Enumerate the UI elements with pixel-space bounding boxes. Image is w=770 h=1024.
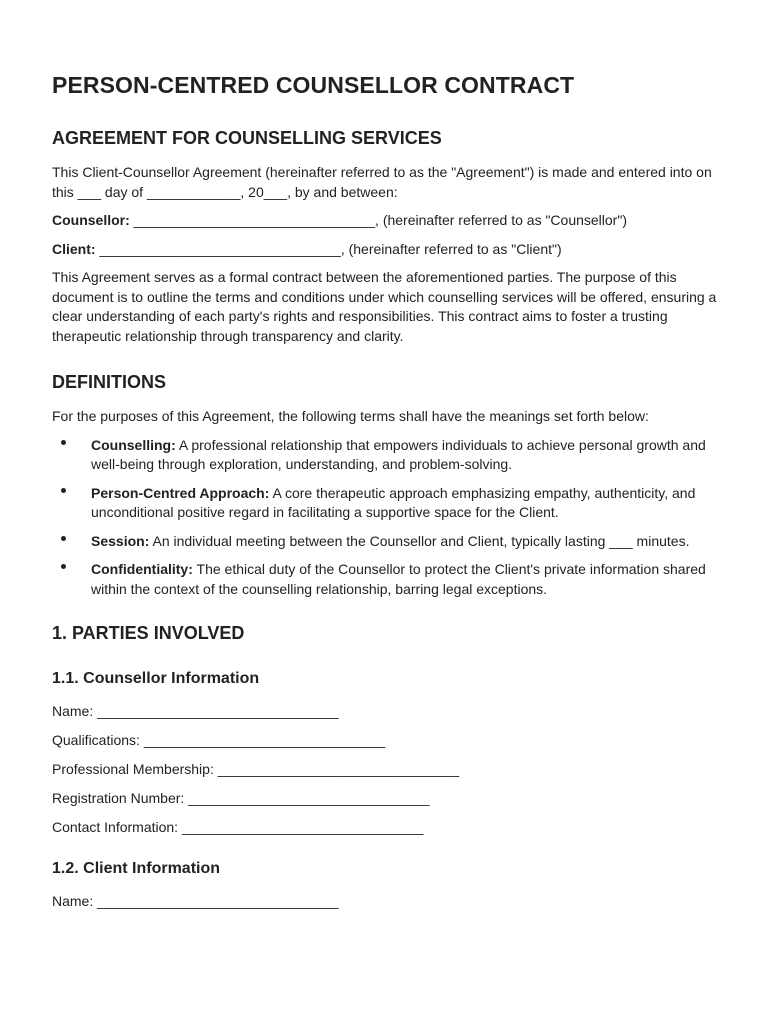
parties-heading: 1. PARTIES INVOLVED <box>52 623 245 643</box>
definition-item <box>52 560 718 599</box>
agreement-intro: This Client-Counsellor Agreement (hereinafter referred to as the "Agreement") is made and entered into on this ___ day of ____________, 20___, by and between: <box>52 164 712 200</box>
agreement-purpose: This Agreement serves as a formal contract between the aforementioned parties. The purpose of this document is to outline the terms and conditions under which counselling services will be offered, ensuring a clear understanding of each party's rights and responsibilities. This contract aims to foster a trusting therapeutic relationship through transparency and clarity. <box>52 269 717 344</box>
definitions-intro: For the purposes of this Agreement, the following terms shall have the meanings set forth below: <box>52 408 649 424</box>
client-blank: _______________________________, (hereinafter referred to as "Client") <box>95 240 562 257</box>
definition-item <box>52 484 718 523</box>
definition-term: Person-Centred Approach: <box>91 484 270 501</box>
counsellor-name-field: Name: _______________________________ <box>52 703 339 719</box>
definitions-heading: DEFINITIONS <box>52 372 167 392</box>
bullet-icon <box>61 488 66 493</box>
counsellor-label: Counsellor: <box>52 212 130 228</box>
definition-item <box>52 436 718 475</box>
definition-text: The ethical duty of the Counsellor to protect the Client's private information shared within the context of the counselling relationship, barring legal exceptions. <box>91 561 706 597</box>
counsellor-qualifications-field: Qualifications: _______________________________ <box>52 732 386 748</box>
bullet-icon <box>61 440 66 445</box>
counsellor-info-heading: 1.1. Counsellor Information <box>52 670 260 687</box>
definition-text: An individual meeting between the Counsellor and Client, typically lasting ___ minutes. <box>149 532 690 549</box>
counsellor-line <box>52 211 718 231</box>
counsellor-registration-field: Registration Number: _______________________________ <box>52 790 430 806</box>
definition-item <box>52 532 718 552</box>
client-name-field: Name: _______________________________ <box>52 892 339 909</box>
bullet-icon <box>61 536 66 541</box>
client-label: Client: <box>52 240 96 257</box>
bullet-icon <box>61 564 66 569</box>
counsellor-blank: _______________________________, (hereinafter referred to as "Counsellor") <box>129 212 627 228</box>
client-info-heading: 1.2. Client Information <box>52 859 221 877</box>
definition-term: Session: <box>91 532 150 549</box>
counsellor-membership-field: Professional Membership: _______________________________ <box>52 761 460 777</box>
definition-term: Confidentiality: <box>91 561 193 577</box>
counsellor-contact-field: Contact Information: _______________________________ <box>52 819 424 835</box>
definitions-list <box>52 436 718 600</box>
client-line <box>52 240 718 260</box>
definition-text: A core therapeutic approach emphasizing empathy, authenticity, and unconditional positive regard in facilitating a supportive space for the Client. <box>91 484 696 520</box>
definition-term: Counselling: <box>91 436 176 453</box>
document-title: PERSON-CENTRED COUNSELLOR CONTRACT <box>52 72 575 98</box>
definition-text: A professional relationship that empowers individuals to achieve personal growth and well-being through exploration, understanding, and problem-solving. <box>91 436 706 472</box>
agreement-heading: AGREEMENT FOR COUNSELLING SERVICES <box>52 128 442 148</box>
